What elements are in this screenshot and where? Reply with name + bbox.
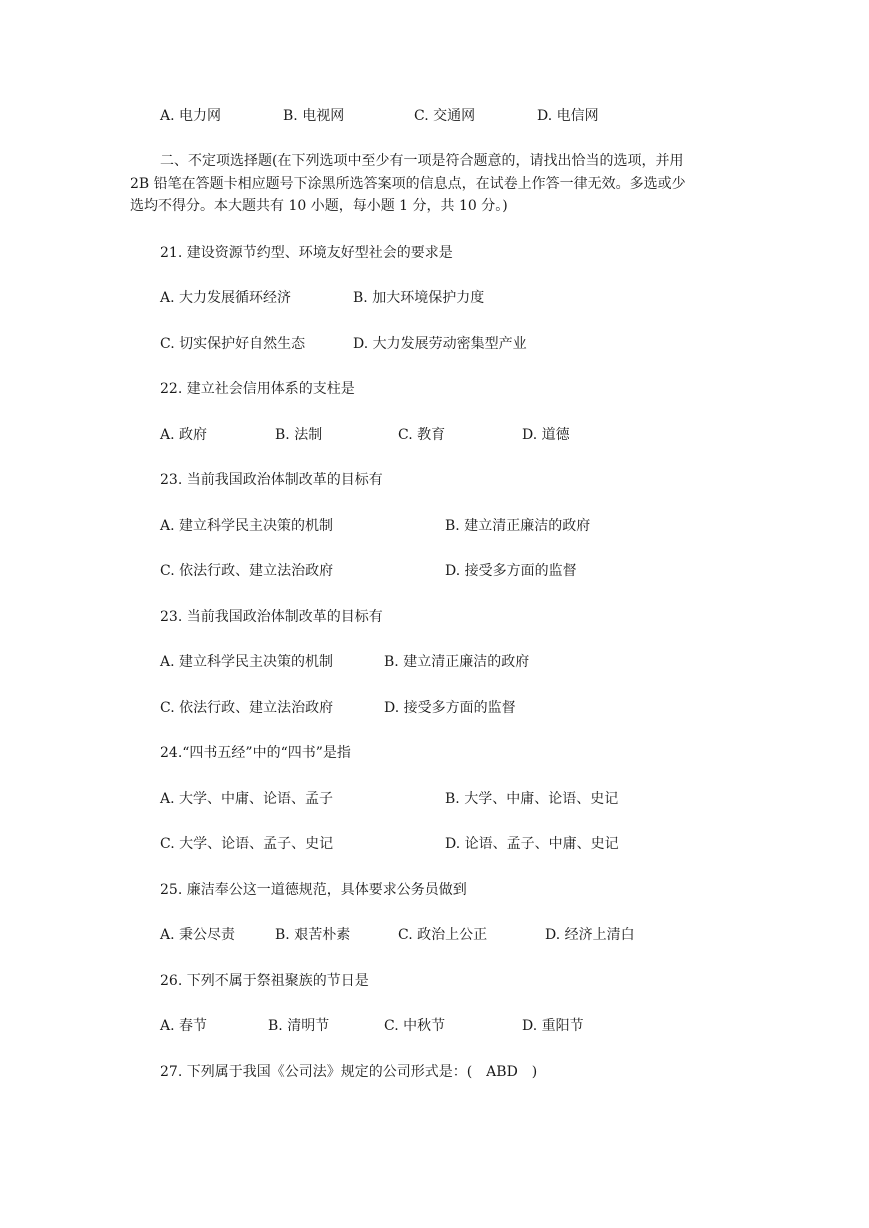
question-stem: 22. 建立社会信用体系的支柱是 xyxy=(160,381,355,397)
option-c: C. 依法行政、建立法治政府 xyxy=(160,700,334,716)
option-b: B. 大学、中庸、论语、史记 xyxy=(445,791,619,807)
option-c: C. 依法行政、建立法治政府 xyxy=(160,563,334,579)
option-a: A. 大力发展循环经济 xyxy=(160,290,292,306)
option-b: B. 艰苦朴素 xyxy=(275,927,351,943)
option-d: D. 电信网 xyxy=(537,108,599,124)
option-b: B. 建立清正廉洁的政府 xyxy=(384,654,530,670)
option-d: D. 论语、孟子、中庸、史记 xyxy=(445,836,619,852)
instruction-line: 二、不定项选择题(在下列选项中至少有一项是符合题意的，请找出恰当的选项，并用 xyxy=(160,153,684,169)
option-b: B. 加大环境保护力度 xyxy=(353,290,485,306)
option-b: B. 电视网 xyxy=(283,108,345,124)
question-stem: 21. 建设资源节约型、环境友好型社会的要求是 xyxy=(160,245,453,261)
instruction-line: 2B 铅笔在答题卡相应题号下涂黑所选答案项的信息点，在试卷上作答一律无效。多选或少 xyxy=(130,175,686,192)
question-stem: 24.“四书五经”中的“四书”是指 xyxy=(160,745,351,761)
question-stem: 23. 当前我国政治体制改革的目标有 xyxy=(160,609,383,625)
option-c: C. 中秋节 xyxy=(384,1018,446,1034)
option-c: C. 大学、论语、孟子、史记 xyxy=(160,836,334,852)
option-c: C. 切实保护好自然生态 xyxy=(160,336,306,352)
option-d: D. 经济上清白 xyxy=(545,927,635,943)
option-b: B. 清明节 xyxy=(268,1018,330,1034)
question-stem: 27. 下列属于我国《公司法》规定的公司形式是：( ABD ) xyxy=(160,1064,538,1080)
section-instructions xyxy=(130,150,760,218)
instruction-line: 选均不得分。本大题共有 10 小题，每小题 1 分，共 10 分。) xyxy=(130,198,508,214)
option-c: C. 交通网 xyxy=(414,108,476,124)
option-c: C. 政治上公正 xyxy=(398,927,488,943)
option-a: A. 电力网 xyxy=(160,108,222,124)
option-a: A. 建立科学民主决策的机制 xyxy=(160,518,334,534)
option-b: B. 建立清正廉洁的政府 xyxy=(445,518,591,534)
option-d: D. 道德 xyxy=(522,427,570,443)
option-a: A. 大学、中庸、论语、孟子 xyxy=(160,791,334,807)
option-d: D. 大力发展劳动密集型产业 xyxy=(353,336,527,352)
option-a: A. 秉公尽责 xyxy=(160,927,236,943)
option-d: D. 重阳节 xyxy=(522,1018,584,1034)
option-a: A. 政府 xyxy=(160,427,208,443)
option-d: D. 接受多方面的监督 xyxy=(384,700,516,716)
question-stem: 25. 廉洁奉公这一道德规范，具体要求公务员做到 xyxy=(160,882,467,898)
question-stem: 26. 下列不属于祭祖聚族的节日是 xyxy=(160,973,369,989)
option-a: A. 建立科学民主决策的机制 xyxy=(160,654,334,670)
option-c: C. 教育 xyxy=(398,427,446,443)
question-stem: 23. 当前我国政治体制改革的目标有 xyxy=(160,472,383,488)
option-d: D. 接受多方面的监督 xyxy=(445,563,577,579)
option-a: A. 春节 xyxy=(160,1018,208,1034)
option-b: B. 法制 xyxy=(275,427,323,443)
